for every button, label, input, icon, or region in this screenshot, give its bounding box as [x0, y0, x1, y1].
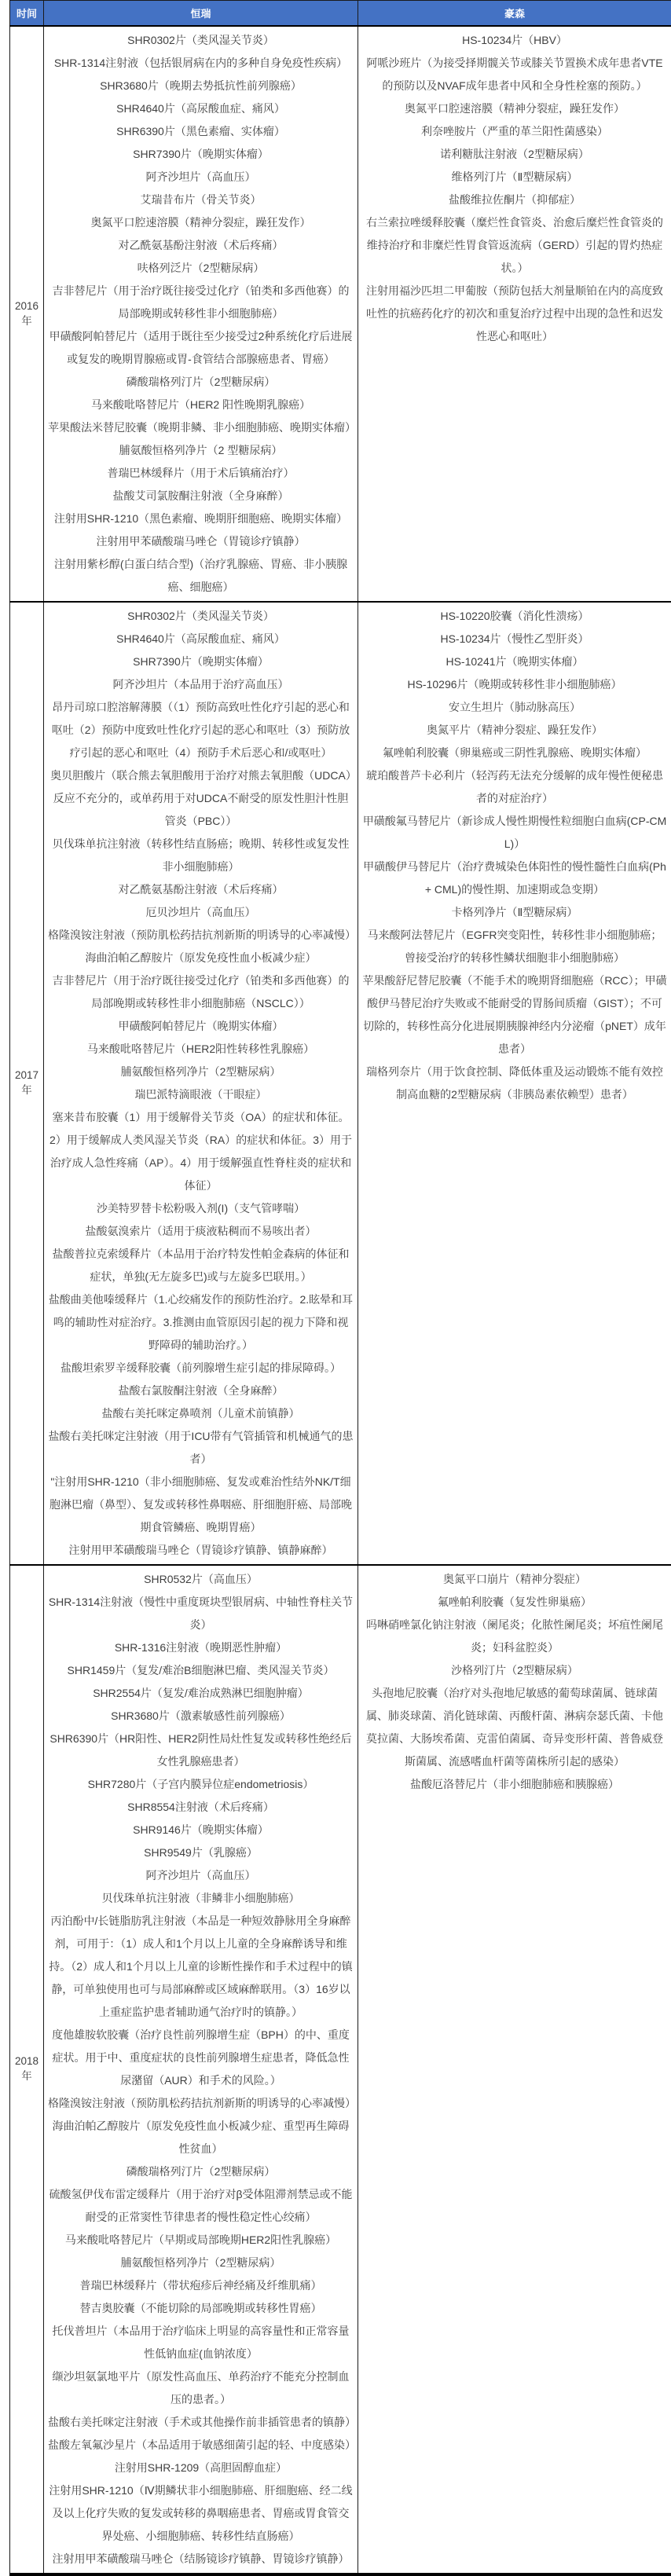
hengrui-drug-list — [44, 26, 358, 602]
drug-entry: 普瑞巴林缓释片（带状疱疹后神经痛及纤维肌痛） — [48, 2274, 354, 2297]
drug-entry: 格隆溴铵注射液（预防肌松药拮抗剂新斯的明诱导的心率减慢） — [48, 924, 354, 947]
drug-entry: SHR9146片（晚期实体瘤） — [48, 1819, 354, 1841]
drug-entry: 卡格列净片（Ⅱ型糖尿病） — [362, 901, 667, 924]
drug-entry: 阿齐沙坦片（高血压） — [48, 166, 354, 189]
drug-entry: 维格列汀片（Ⅱ型糖尿病） — [362, 166, 667, 189]
year-label: 2018年 — [10, 1565, 44, 2574]
drug-entry: 注射用紫杉醇(白蛋白结合型)（治疗乳腺癌、胃癌、非小胰腺癌、细胞癌） — [48, 553, 354, 599]
column-header-hengrui: 恒瑞 — [44, 1, 358, 26]
drug-entry: 注射用甲苯磺酸瑞马唑仑（结肠镜诊疗镇静、胃镜诊疗镇静） — [48, 2548, 354, 2571]
drug-entry: 艾瑞昔布片（骨关节炎） — [48, 189, 354, 211]
drug-entry: 甲磺酸阿帕替尼片（适用于既往至少接受过2种系统化疗后进展或复发的晚期胃腺癌或胃-食管结合部腺癌患者、胃癌） — [48, 325, 354, 371]
column-header-time: 时间 — [10, 1, 44, 26]
drug-entry: 丙泊酚中/长链脂肪乳注射液（本品是一种短效静脉用全身麻醉剂，可用于：（1）成人和1个月以上儿童的全身麻醉诱导和维持。（2）成人和1个月以上儿童的诊断性操作和手术过程中的镇静，可单独使用也可与局部麻醉或区域麻醉联用。（3）16岁以上重症监护患者辅助通气治疗时的镇静。） — [48, 1910, 354, 2024]
drug-entry: 右兰索拉唑缓释胶囊（糜烂性食管炎、治愈后糜烂性食管炎的维持治疗和非糜烂性胃食管返流病（GERD）引起的胃灼热症状。） — [362, 211, 667, 280]
drug-entry: 头孢地尼胶囊（治疗对头孢地尼敏感的葡萄球菌属、链球菌属、肺炎球菌、消化链球菌、丙酸杆菌、淋病奈瑟氏菌、卡他莫拉菌、大肠埃希菌、克雷伯菌属、奇异变形杆菌、普鲁威登斯菌属、流感嗜血杆菌等菌株所引起的感染） — [362, 1682, 667, 1773]
drug-entry: 注射用福沙匹坦二甲葡胺（预防包括大剂量顺铂在内的高度致吐性的抗癌药化疗的初次和重复治疗过程中出现的急性和迟发性恶心和呕吐） — [362, 280, 667, 348]
drug-entry: 盐酸左氧氟沙星片（本品适用于敏感细菌引起的轻、中度感染） — [48, 2434, 354, 2457]
drug-entry: 注射用甲苯磺酸瑞马唑仑（胃镜诊疗镇静、镇静麻醉） — [48, 1539, 354, 1562]
drug-entry: HS-10296片（晚期或转移性非小细胞肺癌） — [362, 673, 667, 696]
drug-entry: SHR8554注射液（术后疼痛） — [48, 1796, 354, 1819]
drug-entry: 瑞巴派特滴眼液（干眼症） — [48, 1083, 354, 1106]
drug-entry: 甲磺酸氟马替尼片（新诊成人慢性期慢性粒细胞白血病(CP-CML)） — [362, 810, 667, 856]
drug-entry: 马来酸阿法替尼片（EGFR突变阳性，转移性非小细胞肺癌；曾接受治疗的转移性鳞状细胞非小细胞肺癌） — [362, 924, 667, 969]
drug-entry: SHR7390片（晚期实体瘤） — [48, 143, 354, 166]
drug-entry: 琥珀酸普芦卡必利片（轻泻药无法充分缓解的成年慢性便秘患者的对症治疗） — [362, 764, 667, 810]
hengrui-drug-list — [44, 1565, 358, 2574]
drug-entry: 氟唑帕利胶囊（卵巢癌或三阴性乳腺癌、晚期实体瘤） — [362, 742, 667, 764]
drug-entry: HS-10241片（晚期实体瘤） — [362, 650, 667, 673]
drug-entry: 甲磺酸伊马替尼片（治疗费城染色体阳性的慢性髓性白血病(Ph+ CML)的慢性期、加速期或急变期） — [362, 856, 667, 901]
drug-entry: 盐酸厄洛替尼片（非小细胞肺癌和胰腺癌） — [362, 1773, 667, 1796]
drug-entry: SHR9549片（乳腺癌） — [48, 1841, 354, 1864]
drug-entry: 塞来昔布胶囊（1）用于缓解骨关节炎（OA）的症状和体征。2）用于缓解成人类风湿关节炎（RA）的症状和体征。3）用于治疗成人急性疼痛（AP）。4）用于缓解强直性脊柱炎的症状和体征） — [48, 1106, 354, 1197]
drug-entry: SHR7280片（子宫内膜异位症endometriosis） — [48, 1773, 354, 1796]
drug-entry: 呋格列泛片（2型糖尿病） — [48, 257, 354, 280]
drug-entry: SHR6390片（黑色素瘤、实体瘤） — [48, 120, 354, 143]
drug-entry: 脯氨酸恒格列净片（2 型糖尿病） — [48, 439, 354, 462]
drug-entry: 盐酸普拉克索缓释片（本品用于治疗特发性帕金森病的体征和症状，单独(无左旋多巴)或与左旋多巴联用。） — [48, 1243, 354, 1288]
drug-entry: 昂丹司琼口腔溶解薄膜（（1）预防高致吐性化疗引起的恶心和呕吐（2）预防中度致吐性化疗引起的恶心和呕吐（3）预防放疗引起的恶心和呕吐（4）预防手术后恶心和/或呕吐） — [48, 696, 354, 764]
drug-entry: 利奈唑胺片（严重的革兰阳性菌感染） — [362, 120, 667, 143]
drug-entry: 奥氮平片（精神分裂症、躁狂发作） — [362, 719, 667, 742]
drug-entry: SHR3680片（激素敏感性前列腺癌） — [48, 1705, 354, 1728]
header-row — [10, 1, 671, 26]
drug-entry: 奥贝胆酸片（联合熊去氧胆酸用于治疗对熊去氧胆酸（UDCA）反应不充分的，或单药用于对UDCA不耐受的原发性胆汁性胆管炎（PBC）） — [48, 764, 354, 833]
drug-entry: 海曲泊帕乙醇胺片（原发免疫性血小板减少症） — [48, 947, 354, 969]
drug-entry: 苹果酸法米替尼胶囊（晚期非鳞、非小细胞肺癌、晚期实体瘤） — [48, 416, 354, 439]
drug-entry: 硫酸氢伊伐布雷定缓释片（用于治疗对β受体阻滞剂禁忌或不能耐受的正常窦性节律患者的慢性稳定性心绞痛） — [48, 2183, 354, 2229]
drug-entry: SHR7390片（晚期实体瘤） — [48, 650, 354, 673]
drug-entry: 厄贝沙坦片（高血压） — [48, 901, 354, 924]
hengrui-drug-list — [44, 602, 358, 1565]
drug-entry: 盐酸氨溴索片（适用于痰液粘稠而不易咳出者） — [48, 1220, 354, 1243]
drug-entry: 奥氮平口崩片（精神分裂症） — [362, 1568, 667, 1591]
drug-entry: 氟唑帕利胶囊（复发性卵巢癌） — [362, 1591, 667, 1614]
drug-entry: SHR1459片（复发/难治B细胞淋巴瘤、类风湿关节炎） — [48, 1659, 354, 1682]
drug-entry: HS-10234片（HBV） — [362, 29, 667, 52]
drug-entry: 阿齐沙坦片（本品用于治疗高血压） — [48, 673, 354, 696]
year-row — [10, 602, 671, 1565]
drug-entry: 替吉奥胶囊（不能切除的局部晚期或转移性胃癌） — [48, 2297, 354, 2320]
drug-entry: SHR-1314注射液（慢性中重度斑块型银屑病、中轴性脊柱关节炎） — [48, 1591, 354, 1636]
drug-entry: 注射用SHR-1210（黑色素瘤、晚期肝细胞癌、晚期实体瘤） — [48, 508, 354, 530]
drug-entry: 甲磺酸阿帕替尼片（晚期实体瘤） — [48, 1015, 354, 1038]
drug-entry: 吉非替尼片（用于治疗既往接受过化疗（铂类和多西他赛）的局部晚期或转移性非小细胞肺癌（NSCLC）） — [48, 969, 354, 1015]
drug-entry: 马来酸吡咯替尼片（早期或局部晚期HER2阳性乳腺癌） — [48, 2229, 354, 2252]
drug-entry: 格隆溴铵注射液（预防肌松药拮抗剂新斯的明诱导的心率减慢） — [48, 2092, 354, 2115]
table-header — [10, 1, 671, 26]
drug-entry: SHR-1314注射液（包括银屑病在内的多种自身免疫性疾病） — [48, 52, 354, 75]
drug-entry: 对乙酰氨基酚注射液（术后疼痛） — [48, 878, 354, 901]
drug-entry: "注射用SHR-1210（非小细胞肺癌、复发或难治性结外NK/T细胞淋巴瘤（鼻型）、复发或转移性鼻咽癌、肝细胞肝癌、局部晚期食管鳞癌、晚期胃癌） — [48, 1471, 354, 1539]
drug-entry: 吉非替尼片（用于治疗既往接受过化疗（铂类和多西他赛）的局部晚期或转移性非小细胞肺癌） — [48, 280, 354, 325]
year-label: 2016年 — [10, 26, 44, 602]
drug-entry: SHR0302片（类风湿关节炎） — [48, 605, 354, 628]
drug-entry: 注射用SHR-1210（Ⅳ期鳞状非小细胞肺癌、肝细胞癌、经二线及以上化疗失败的复发或转移的鼻咽癌患者、胃癌或胃食管交界处癌、小细胞肺癌、转移性结直肠癌） — [48, 2479, 354, 2548]
drug-entry: 海曲泊帕乙醇胺片（原发免疫性血小板减少症、重型再生障碍性贫血） — [48, 2115, 354, 2160]
drug-entry: 诺利糖肽注射液（2型糖尿病） — [362, 143, 667, 166]
drug-entry: 注射用SHR-1209（高胆固醇血症） — [48, 2457, 354, 2479]
drug-approval-table — [9, 0, 671, 2576]
table-body — [10, 26, 671, 2574]
drug-entry: 脯氨酸恒格列净片（2型糖尿病） — [48, 1061, 354, 1083]
drug-entry: 盐酸曲美他嗪缓释片（1.心绞痛发作的预防性治疗。2.眩晕和耳鸣的辅助性对症治疗。3.推测由血管原因引起的视力下降和视野障碍的辅助治疗。） — [48, 1288, 354, 1357]
drug-entry: 盐酸坦索罗辛缓释胶囊（前列腺增生症引起的排尿障碍。） — [48, 1357, 354, 1380]
drug-entry: 磷酸瑞格列汀片（2型糖尿病） — [48, 371, 354, 394]
drug-entry: 盐酸右美托咪定注射液（手术或其他操作前非插管患者的镇静） — [48, 2411, 354, 2434]
drug-entry: 缬沙坦氨氯地平片（原发性高血压、单药治疗不能充分控制血压的患者。） — [48, 2365, 354, 2411]
year-row — [10, 1565, 671, 2574]
drug-entry: SHR3680片（晚期去势抵抗性前列腺癌） — [48, 75, 354, 97]
drug-entry: SHR-1316注射液（晚期恶性肿瘤） — [48, 1636, 354, 1659]
drug-entry: 脯氨酸恒格列净片（2型糖尿病） — [48, 2252, 354, 2274]
year-row — [10, 26, 671, 602]
haosen-drug-list — [358, 26, 671, 602]
drug-entry: 磷酸瑞格列汀片（2型糖尿病） — [48, 2160, 354, 2183]
drug-entry: 沙格列汀片（2型糖尿病） — [362, 1659, 667, 1682]
drug-entry: 奥氮平口腔速溶膜（精神分裂症，躁狂发作） — [362, 97, 667, 120]
drug-entry: 沙美特罗替卡松粉吸入剂(I)（支气管哮喘） — [48, 1197, 354, 1220]
haosen-drug-list — [358, 1565, 671, 2574]
drug-entry: 盐酸右美托咪定注射液（用于ICU带有气管插管和机械通气的患者） — [48, 1425, 354, 1471]
drug-entry: 阿哌沙班片（为接受择期髋关节或膝关节置换术成年患者VTE的预防以及NVAF成年患者中风和全身性栓塞的预防。） — [362, 52, 667, 97]
drug-entry: SHR4640片（高尿酸血症、痛风） — [48, 97, 354, 120]
drug-entry: 对乙酰氨基酚注射液（术后疼痛） — [48, 234, 354, 257]
drug-entry: 奥氮平口腔速溶膜（精神分裂症，躁狂发作） — [48, 211, 354, 234]
drug-entry: SHR6390片（HR阳性、HER2阴性局灶性复发或转移性绝经后女性乳腺癌患者） — [48, 1728, 354, 1773]
drug-entry: 阿齐沙坦片（高血压） — [48, 1864, 354, 1887]
drug-entry: 吗啉硝唑氯化钠注射液（阑尾炎；化脓性阑尾炎；坏疽性阑尾炎；妇科盆腔炎） — [362, 1614, 667, 1659]
drug-entry: 盐酸右氯胺酮注射液（全身麻醉） — [48, 1380, 354, 1402]
drug-entry: 盐酸右美托咪定鼻喷剂（儿童术前镇静） — [48, 1402, 354, 1425]
drug-entry: SHR0532片（高血压） — [48, 1568, 354, 1591]
year-label: 2017年 — [10, 602, 44, 1565]
drug-entry: 盐酸艾司氯胺酮注射液（全身麻醉） — [48, 485, 354, 508]
drug-entry: SHR4640片（高尿酸血症、痛风） — [48, 628, 354, 650]
drug-entry: SHR2554片（复发/难治成熟淋巴细胞肿瘤） — [48, 1682, 354, 1705]
drug-entry: 马来酸吡咯替尼片（HER2阳性转移性乳腺癌） — [48, 1038, 354, 1061]
drug-entry: 安立生坦片（肺动脉高压） — [362, 696, 667, 719]
drug-entry: 盐酸维拉佐酮片（抑郁症） — [362, 189, 667, 211]
drug-entry: 贝伐珠单抗注射液（转移性结直肠癌；晚期、转移性或复发性非小细胞肺癌） — [48, 833, 354, 878]
drug-entry: 瑞格列奈片（用于饮食控制、降低体重及运动锻炼不能有效控制高血糖的2型糖尿病（非胰岛素依赖型）患者） — [362, 1061, 667, 1106]
drug-entry: 贝伐珠单抗注射液（非鳞非小细胞肺癌） — [48, 1887, 354, 1910]
drug-entry: 苹果酸舒尼替尼胶囊（不能手术的晚期肾细胞癌（RCC）；甲磺酸伊马替尼治疗失败或不能耐受的胃肠间质瘤（GIST）；不可切除的，转移性高分化进展期胰腺神经内分泌瘤（pNET）成年患者） — [362, 969, 667, 1061]
column-header-haosen: 豪森 — [358, 1, 671, 26]
drug-entry: 托伐普坦片（本品用于治疗临床上明显的高容量性和正常容量性低钠血症(血钠浓度） — [48, 2320, 354, 2365]
drug-entry: 马来酸吡咯替尼片（HER2 阳性晚期乳腺癌） — [48, 394, 354, 416]
drug-entry: 注射用甲苯磺酸瑞马唑仑（胃镜诊疗镇静） — [48, 530, 354, 553]
drug-entry: HS-10220胶囊（消化性溃疡） — [362, 605, 667, 628]
drug-entry: 度他雄胺软胶囊（治疗良性前列腺增生症（BPH）的中、重度症状。用于中、重度症状的良性前列腺增生症患者，降低急性尿潴留（AUR）和手术的风险。） — [48, 2024, 354, 2092]
haosen-drug-list — [358, 602, 671, 1565]
drug-entry: 普瑞巴林缓释片（用于术后镇痛治疗） — [48, 462, 354, 485]
drug-entry: SHR0302片（类风湿关节炎） — [48, 29, 354, 52]
drug-entry: HS-10234片（慢性乙型肝炎） — [362, 628, 667, 650]
